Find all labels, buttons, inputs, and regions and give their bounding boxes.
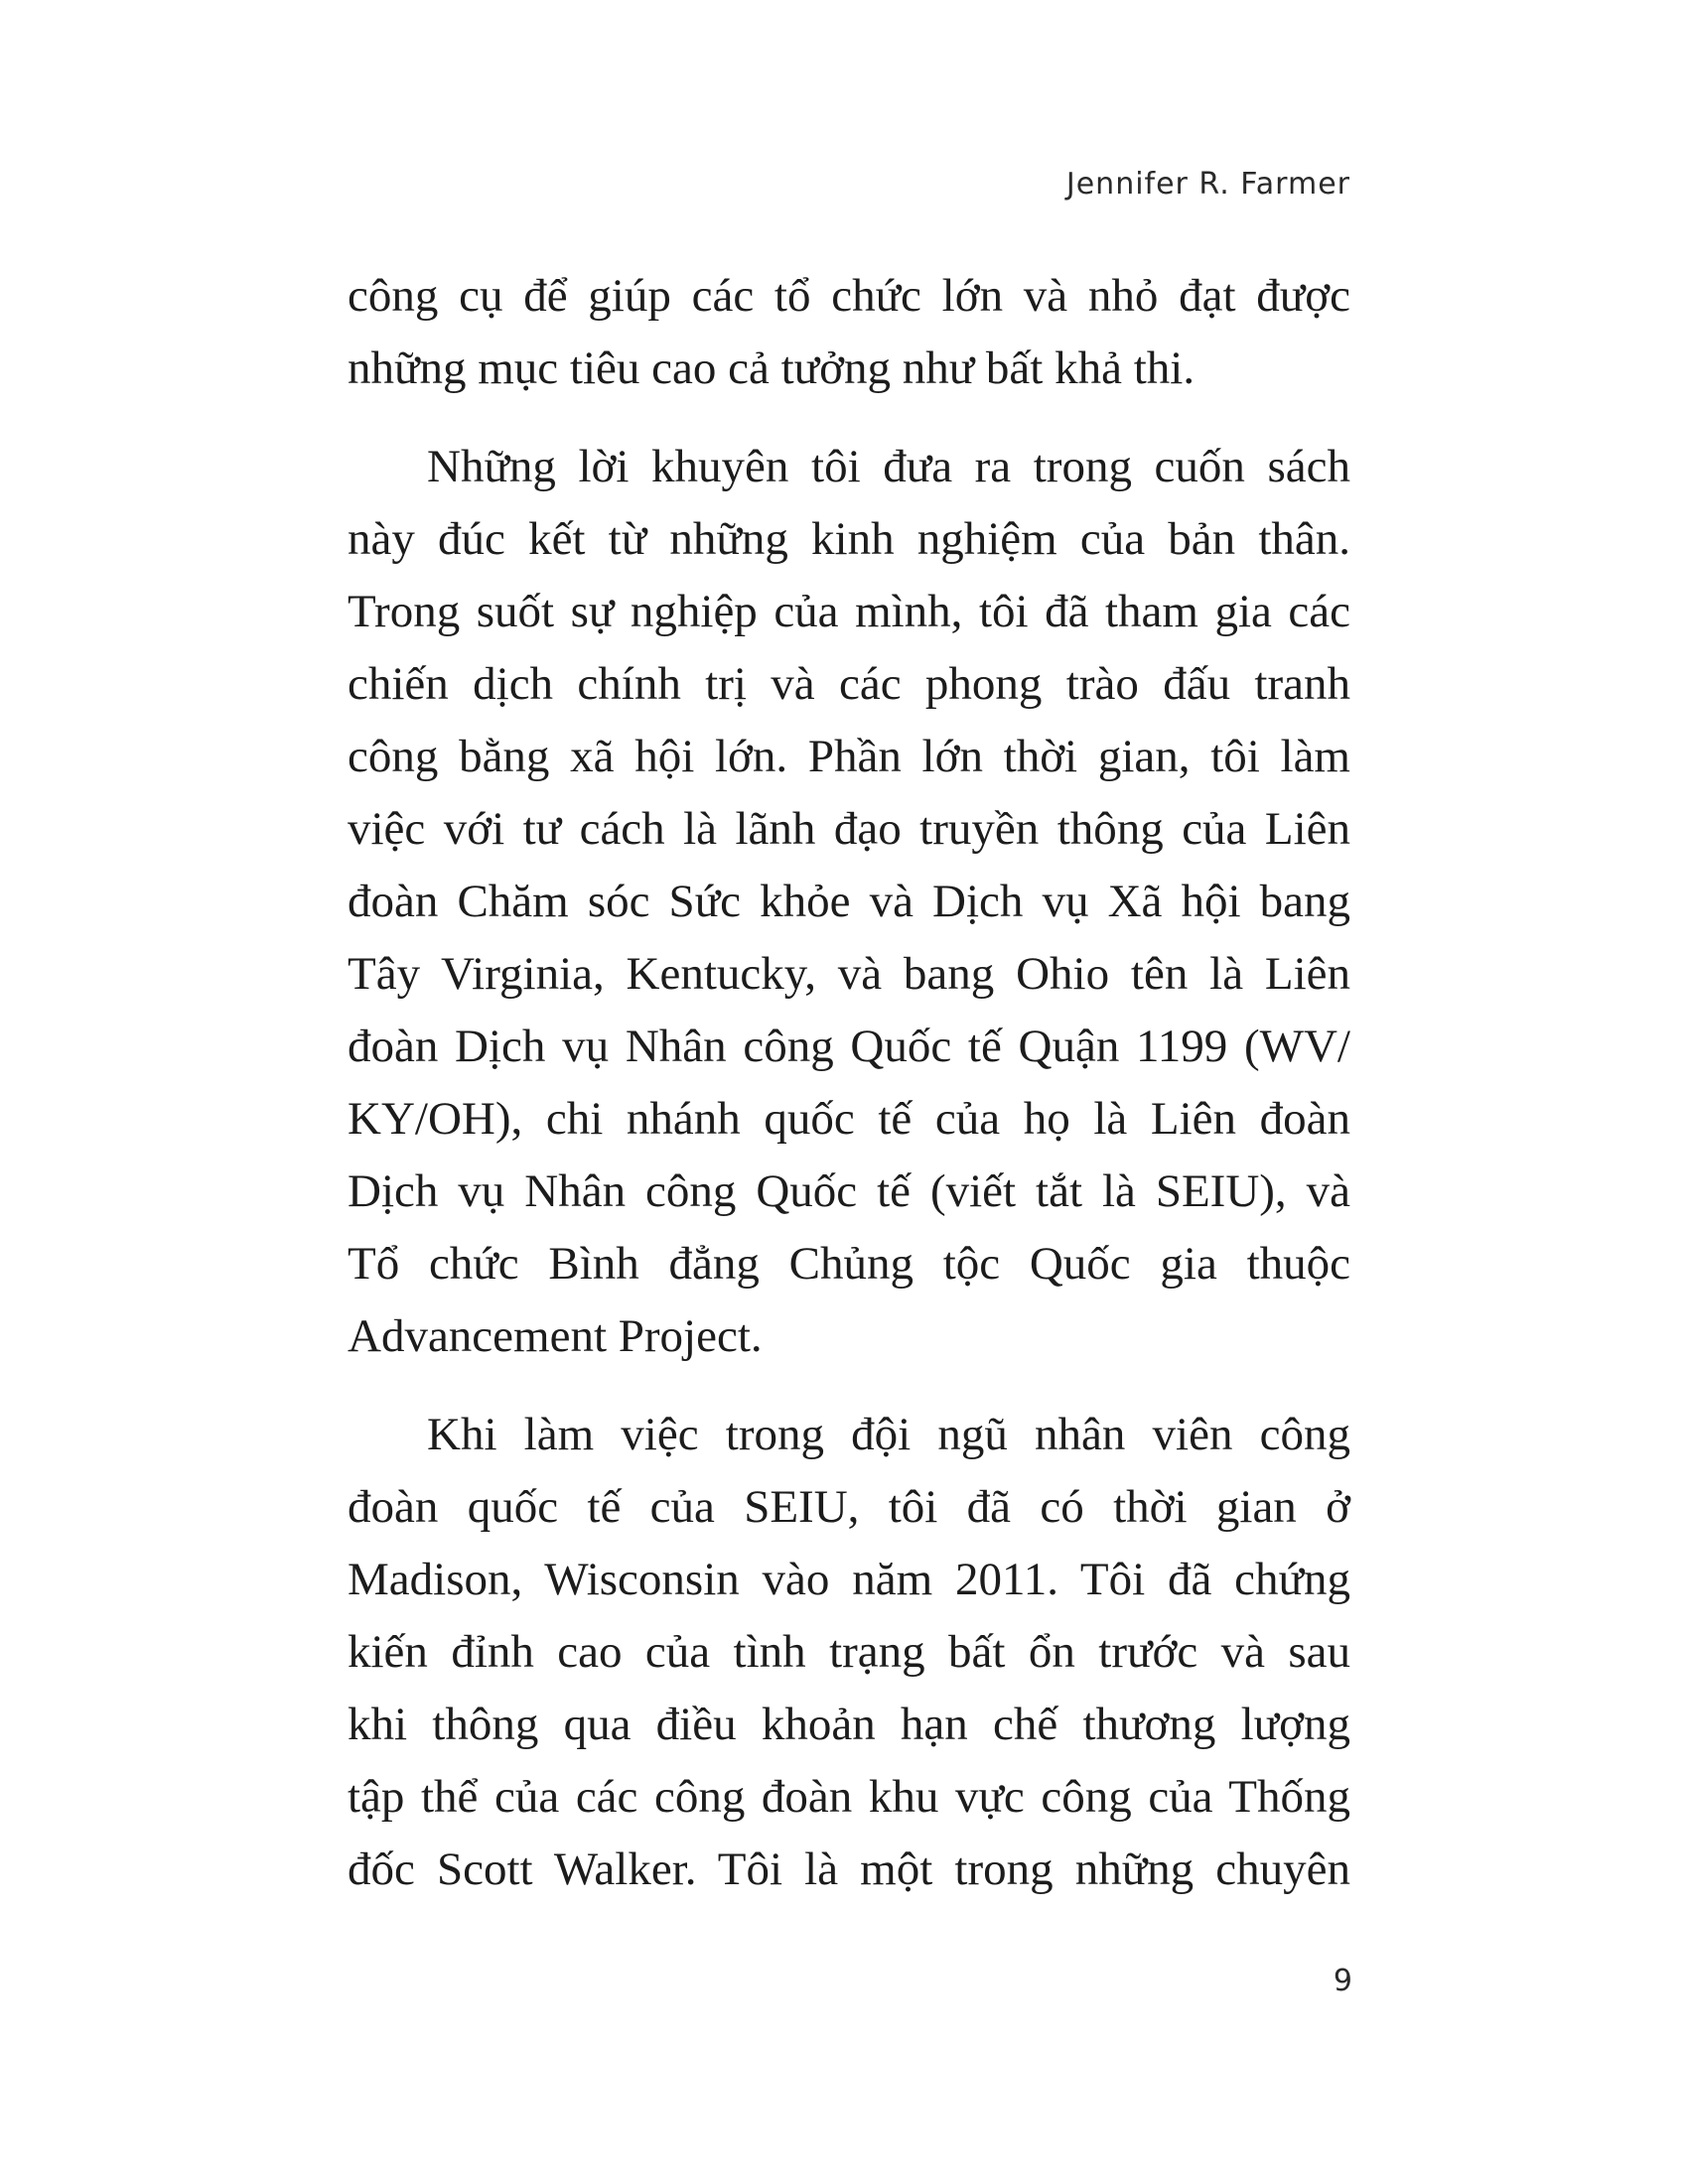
text-line: chiến dịch chính trị và các phong trào đấu tranh	[348, 658, 1350, 710]
text-line: Advancement Project.	[348, 1310, 763, 1362]
text-line: này đúc kết từ những kinh nghiệm của bản thân.	[348, 513, 1350, 565]
body-text	[348, 260, 1350, 1906]
text-line: khi thông qua điều khoản hạn chế thương lượng	[348, 1699, 1350, 1750]
text-line: việc với tư cách là lãnh đạo truyền thông của Liên	[348, 803, 1350, 855]
text-line: kiến đỉnh cao của tình trạng bất ổn trước và sau	[348, 1626, 1350, 1678]
paragraph-gap	[348, 1373, 1350, 1399]
text-line: Tổ chức Bình đẳng Chủng tộc Quốc gia thuộc	[348, 1238, 1350, 1290]
paragraph-2	[348, 431, 1350, 1373]
text-line: Những lời khuyên tôi đưa ra trong cuốn sách	[427, 441, 1350, 492]
paragraph-1	[348, 260, 1350, 405]
text-line: Tây Virginia, Kentucky, và bang Ohio tên là Liên	[348, 948, 1350, 1000]
text-line: Dịch vụ Nhân công Quốc tế (viết tắt là SEIU), và	[348, 1165, 1350, 1217]
paragraph-gap	[348, 405, 1350, 431]
text-line: đốc Scott Walker. Tôi là một trong những chuyên	[348, 1843, 1350, 1895]
text-line: những mục tiêu cao cả tưởng như bất khả thi.	[348, 342, 1196, 394]
text-line: KY/OH), chi nhánh quốc tế của họ là Liên đoàn	[348, 1093, 1350, 1145]
running-header-author: Jennifer R. Farmer	[1065, 167, 1350, 202]
text-line: đoàn Dịch vụ Nhân công Quốc tế Quận 1199 (WV/	[348, 1021, 1350, 1072]
text-line: công bằng xã hội lớn. Phần lớn thời gian, tôi làm	[348, 731, 1350, 782]
page-number: 9	[1333, 1964, 1352, 1998]
paragraph-3	[348, 1399, 1350, 1906]
text-line: đoàn Chăm sóc Sức khỏe và Dịch vụ Xã hội bang	[348, 876, 1350, 927]
text-line: Khi làm việc trong đội ngũ nhân viên công	[427, 1409, 1350, 1460]
text-line: Madison, Wisconsin vào năm 2011. Tôi đã chứng	[348, 1554, 1350, 1605]
text-line: công cụ để giúp các tổ chức lớn và nhỏ đạt được	[348, 270, 1350, 322]
text-line: Trong suốt sự nghiệp của mình, tôi đã tham gia các	[348, 586, 1350, 637]
text-line: tập thể của các công đoàn khu vực công của Thống	[348, 1771, 1350, 1823]
text-line: đoàn quốc tế của SEIU, tôi đã có thời gian ở	[348, 1481, 1350, 1533]
